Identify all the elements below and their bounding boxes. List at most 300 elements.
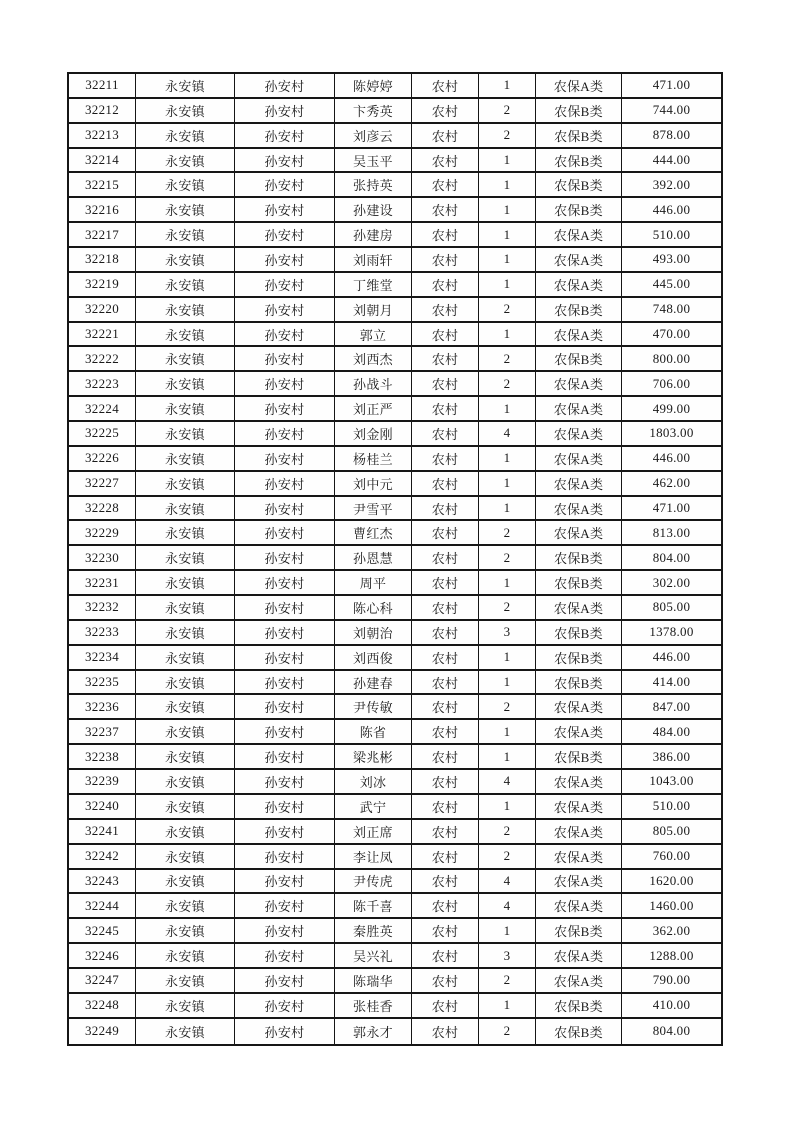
- cell-insurance-category: 农保A类: [536, 521, 622, 544]
- cell-residence-type: 农村: [412, 745, 479, 768]
- cell-residence-type: 农村: [412, 919, 479, 942]
- cell-insurance-category: 农保A类: [536, 695, 622, 718]
- cell-people-count: 1: [479, 671, 536, 694]
- cell-record-id: 32211: [69, 74, 136, 97]
- cell-insurance-category: 农保A类: [536, 323, 622, 346]
- cell-residence-type: 农村: [412, 969, 479, 992]
- cell-people-count: 2: [479, 347, 536, 370]
- table-row: [69, 521, 721, 546]
- cell-people-count: 2: [479, 695, 536, 718]
- cell-village: 孙安村: [235, 571, 335, 594]
- cell-amount: 471.00: [652, 77, 691, 93]
- cell-residence-type: 农村: [412, 323, 479, 346]
- cell-insurance-category: 农保B类: [536, 546, 622, 569]
- table-row: [69, 397, 721, 422]
- cell-village: 孙安村: [235, 646, 335, 669]
- cell-people-count: 1: [479, 447, 536, 470]
- cell-insurance-category: 农保B类: [536, 347, 622, 370]
- cell-person-name: 武宁: [335, 795, 412, 818]
- cell-amount: 706.00: [652, 375, 691, 391]
- cell-insurance-category: 农保A类: [536, 397, 622, 420]
- table-row: [69, 621, 721, 646]
- cell-village: 孙安村: [235, 173, 335, 196]
- cell-amount: 446.00: [652, 450, 691, 466]
- cell-record-id: 32219: [69, 273, 136, 296]
- cell-residence-type: 农村: [412, 397, 479, 420]
- cell-town: 永安镇: [136, 745, 235, 768]
- cell-residence-type: 农村: [412, 472, 479, 495]
- cell-residence-type: 农村: [412, 1019, 479, 1044]
- cell-person-name: 尹传虎: [335, 870, 412, 893]
- table-row: [69, 472, 721, 497]
- cell-amount: 392.00: [652, 176, 691, 192]
- cell-record-id: 32242: [69, 845, 136, 868]
- cell-residence-type: 农村: [412, 173, 479, 196]
- cell-insurance-category: 农保A类: [536, 720, 622, 743]
- cell-people-count: 1: [479, 323, 536, 346]
- cell-village: 孙安村: [235, 795, 335, 818]
- cell-residence-type: 农村: [412, 795, 479, 818]
- cell-insurance-category: 农保B类: [536, 919, 622, 942]
- cell-insurance-category: 农保B类: [536, 621, 622, 644]
- cell-insurance-category: 农保B类: [536, 298, 622, 321]
- cell-person-name: 孙战斗: [335, 372, 412, 395]
- cell-amount: 744.00: [652, 102, 691, 118]
- table-row: [69, 646, 721, 671]
- cell-person-name: 张持英: [335, 173, 412, 196]
- cell-insurance-category: 农保B类: [536, 149, 622, 172]
- cell-residence-type: 农村: [412, 870, 479, 893]
- cell-insurance-category: 农保A类: [536, 273, 622, 296]
- cell-insurance-category: 农保A类: [536, 845, 622, 868]
- cell-people-count: 2: [479, 99, 536, 122]
- cell-insurance-category: 农保B类: [536, 646, 622, 669]
- cell-residence-type: 农村: [412, 74, 479, 97]
- cell-town: 永安镇: [136, 74, 235, 97]
- cell-person-name: 梁兆彬: [335, 745, 412, 768]
- cell-record-id: 32225: [69, 422, 136, 445]
- cell-record-id: 32215: [69, 173, 136, 196]
- cell-residence-type: 农村: [412, 671, 479, 694]
- cell-residence-type: 农村: [412, 820, 479, 843]
- cell-record-id: 32232: [69, 596, 136, 619]
- cell-insurance-category: 农保A类: [536, 223, 622, 246]
- cell-amount: 444.00: [652, 152, 691, 167]
- cell-insurance-category: 农保A类: [536, 894, 622, 917]
- cell-people-count: 1: [479, 273, 536, 296]
- cell-insurance-category: 农保B类: [536, 571, 622, 594]
- cell-village: 孙安村: [235, 248, 335, 271]
- cell-amount: 493.00: [652, 251, 691, 267]
- cell-insurance-category: 农保A类: [536, 944, 622, 967]
- cell-record-id: 32233: [69, 621, 136, 644]
- cell-residence-type: 农村: [412, 372, 479, 395]
- cell-record-id: 32239: [69, 770, 136, 793]
- cell-village: 孙安村: [235, 944, 335, 967]
- table-row: [69, 223, 721, 248]
- table-row: [69, 273, 721, 298]
- cell-amount: 510.00: [652, 798, 691, 814]
- cell-residence-type: 农村: [412, 720, 479, 743]
- cell-amount: 804.00: [652, 1023, 691, 1039]
- cell-people-count: 2: [479, 521, 536, 544]
- cell-town: 永安镇: [136, 695, 235, 718]
- cell-people-count: 4: [479, 422, 536, 445]
- cell-residence-type: 农村: [412, 695, 479, 718]
- cell-residence-type: 农村: [412, 198, 479, 221]
- table-row: [69, 919, 721, 944]
- cell-person-name: 陈心科: [335, 596, 412, 619]
- cell-people-count: 2: [479, 1019, 536, 1044]
- cell-people-count: 2: [479, 124, 536, 147]
- cell-record-id: 32248: [69, 994, 136, 1017]
- cell-amount: 800.00: [652, 350, 691, 366]
- cell-people-count: 4: [479, 894, 536, 917]
- cell-town: 永安镇: [136, 944, 235, 967]
- cell-residence-type: 农村: [412, 571, 479, 594]
- cell-record-id: 32247: [69, 969, 136, 992]
- cell-person-name: 尹传敏: [335, 695, 412, 718]
- cell-residence-type: 农村: [412, 770, 479, 793]
- cell-record-id: 32216: [69, 198, 136, 221]
- cell-village: 孙安村: [235, 521, 335, 544]
- cell-insurance-category: 农保A类: [536, 870, 622, 893]
- cell-village: 孙安村: [235, 671, 335, 694]
- cell-insurance-category: 农保A类: [536, 770, 622, 793]
- cell-people-count: 1: [479, 745, 536, 768]
- cell-people-count: 3: [479, 621, 536, 644]
- cell-record-id: 32234: [69, 646, 136, 669]
- cell-people-count: 1: [479, 173, 536, 196]
- cell-record-id: 32244: [69, 894, 136, 917]
- cell-record-id: 32222: [69, 347, 136, 370]
- cell-person-name: 郭立: [335, 323, 412, 346]
- table-row: [69, 720, 721, 745]
- cell-record-id: 32212: [69, 99, 136, 122]
- cell-residence-type: 农村: [412, 422, 479, 445]
- cell-village: 孙安村: [235, 472, 335, 495]
- cell-amount: 362.00: [652, 922, 691, 938]
- cell-town: 永安镇: [136, 720, 235, 743]
- cell-town: 永安镇: [136, 770, 235, 793]
- cell-town: 永安镇: [136, 372, 235, 395]
- cell-residence-type: 农村: [412, 347, 479, 370]
- cell-insurance-category: 农保B类: [536, 173, 622, 196]
- cell-town: 永安镇: [136, 845, 235, 868]
- cell-village: 孙安村: [235, 124, 335, 147]
- cell-person-name: 刘西俊: [335, 646, 412, 669]
- cell-town: 永安镇: [136, 298, 235, 321]
- cell-village: 孙安村: [235, 621, 335, 644]
- cell-record-id: 32240: [69, 795, 136, 818]
- cell-record-id: 32235: [69, 671, 136, 694]
- cell-residence-type: 农村: [412, 273, 479, 296]
- cell-insurance-category: 农保A类: [536, 795, 622, 818]
- cell-amount: 760.00: [652, 848, 691, 864]
- cell-record-id: 32220: [69, 298, 136, 321]
- cell-people-count: 1: [479, 994, 536, 1017]
- cell-person-name: 卞秀英: [335, 99, 412, 122]
- table-row: [69, 298, 721, 323]
- cell-person-name: 刘彦云: [335, 124, 412, 147]
- cell-people-count: 2: [479, 845, 536, 868]
- table-row: [69, 671, 721, 696]
- cell-person-name: 陈婷婷: [335, 74, 412, 97]
- cell-people-count: 1: [479, 198, 536, 221]
- cell-village: 孙安村: [235, 372, 335, 395]
- table-row: [69, 845, 721, 870]
- cell-people-count: 1: [479, 397, 536, 420]
- table-row: [69, 571, 721, 596]
- cell-town: 永安镇: [136, 223, 235, 246]
- cell-person-name: 刘雨轩: [335, 248, 412, 271]
- table-row: [69, 248, 721, 273]
- cell-residence-type: 农村: [412, 149, 479, 172]
- cell-person-name: 陈瑞华: [335, 969, 412, 992]
- table-row: [69, 969, 721, 994]
- cell-town: 永安镇: [136, 149, 235, 172]
- cell-town: 永安镇: [136, 1019, 235, 1044]
- cell-amount: 302.00: [652, 574, 691, 590]
- cell-people-count: 2: [479, 546, 536, 569]
- cell-town: 永安镇: [136, 447, 235, 470]
- cell-person-name: 刘朝月: [335, 298, 412, 321]
- cell-amount: 805.00: [652, 599, 691, 615]
- cell-insurance-category: 农保B类: [536, 198, 622, 221]
- cell-residence-type: 农村: [412, 994, 479, 1017]
- cell-person-name: 刘西杰: [335, 347, 412, 370]
- cell-village: 孙安村: [235, 149, 335, 172]
- cell-village: 孙安村: [235, 1019, 335, 1044]
- cell-person-name: 刘冰: [335, 770, 412, 793]
- table-row: [69, 944, 721, 969]
- cell-village: 孙安村: [235, 497, 335, 520]
- cell-village: 孙安村: [235, 273, 335, 296]
- cell-insurance-category: 农保A类: [536, 74, 622, 97]
- cell-town: 永安镇: [136, 870, 235, 893]
- cell-people-count: 1: [479, 74, 536, 97]
- cell-amount: 804.00: [652, 549, 691, 565]
- cell-person-name: 曹红杰: [335, 521, 412, 544]
- cell-person-name: 尹雪平: [335, 497, 412, 520]
- cell-person-name: 郭永才: [335, 1019, 412, 1044]
- cell-town: 永安镇: [136, 795, 235, 818]
- table-row: [69, 695, 721, 720]
- cell-amount: 1460.00: [649, 897, 694, 913]
- cell-people-count: 1: [479, 497, 536, 520]
- cell-person-name: 孙建设: [335, 198, 412, 221]
- cell-people-count: 1: [479, 919, 536, 942]
- cell-amount: 484.00: [652, 723, 691, 739]
- cell-amount: 410.00: [652, 997, 691, 1013]
- cell-village: 孙安村: [235, 198, 335, 221]
- cell-town: 永安镇: [136, 124, 235, 147]
- cell-town: 永安镇: [136, 273, 235, 296]
- cell-people-count: 1: [479, 646, 536, 669]
- cell-village: 孙安村: [235, 347, 335, 370]
- cell-town: 永安镇: [136, 646, 235, 669]
- table-row: [69, 546, 721, 571]
- cell-town: 永安镇: [136, 820, 235, 843]
- cell-person-name: 秦胜英: [335, 919, 412, 942]
- cell-residence-type: 农村: [412, 894, 479, 917]
- cell-record-id: 32238: [69, 745, 136, 768]
- cell-person-name: 张桂香: [335, 994, 412, 1017]
- cell-record-id: 32228: [69, 497, 136, 520]
- cell-record-id: 32236: [69, 695, 136, 718]
- cell-village: 孙安村: [235, 596, 335, 619]
- cell-insurance-category: 农保B类: [536, 1019, 622, 1044]
- table-row: [69, 994, 721, 1019]
- cell-town: 永安镇: [136, 521, 235, 544]
- cell-person-name: 陈千喜: [335, 894, 412, 917]
- cell-amount: 1620.00: [649, 872, 694, 888]
- cell-village: 孙安村: [235, 845, 335, 868]
- table-row: [69, 99, 721, 124]
- cell-insurance-category: 农保A类: [536, 969, 622, 992]
- cell-person-name: 孙建春: [335, 671, 412, 694]
- table-row: [69, 820, 721, 845]
- cell-town: 永安镇: [136, 472, 235, 495]
- table-row: [69, 1019, 721, 1044]
- cell-people-count: 1: [479, 248, 536, 271]
- cell-people-count: 1: [479, 720, 536, 743]
- cell-person-name: 刘正严: [335, 397, 412, 420]
- cell-residence-type: 农村: [412, 521, 479, 544]
- cell-record-id: 32218: [69, 248, 136, 271]
- cell-residence-type: 农村: [412, 845, 479, 868]
- cell-town: 永安镇: [136, 571, 235, 594]
- cell-insurance-category: 农保A类: [536, 497, 622, 520]
- cell-insurance-category: 农保A类: [536, 472, 622, 495]
- cell-insurance-category: 农保A类: [536, 447, 622, 470]
- table-row: [69, 422, 721, 447]
- cell-insurance-category: 农保A类: [536, 248, 622, 271]
- cell-village: 孙安村: [235, 546, 335, 569]
- cell-village: 孙安村: [235, 870, 335, 893]
- cell-village: 孙安村: [235, 994, 335, 1017]
- cell-person-name: 吴玉平: [335, 149, 412, 172]
- cell-residence-type: 农村: [412, 298, 479, 321]
- cell-town: 永安镇: [136, 969, 235, 992]
- cell-record-id: 32213: [69, 124, 136, 147]
- cell-record-id: 32243: [69, 870, 136, 893]
- cell-amount: 813.00: [652, 524, 691, 540]
- cell-person-name: 孙建房: [335, 223, 412, 246]
- cell-insurance-category: 农保A类: [536, 372, 622, 395]
- cell-people-count: 1: [479, 571, 536, 594]
- cell-person-name: 刘金刚: [335, 422, 412, 445]
- cell-amount: 1043.00: [649, 773, 694, 789]
- cell-record-id: 32214: [69, 149, 136, 172]
- cell-insurance-category: 农保A类: [536, 820, 622, 843]
- cell-person-name: 丁维堂: [335, 273, 412, 296]
- cell-person-name: 杨桂兰: [335, 447, 412, 470]
- cell-residence-type: 农村: [412, 944, 479, 967]
- cell-insurance-category: 农保B类: [536, 745, 622, 768]
- cell-amount: 386.00: [652, 748, 691, 764]
- cell-residence-type: 农村: [412, 546, 479, 569]
- cell-amount: 847.00: [652, 698, 691, 714]
- cell-person-name: 吴兴礼: [335, 944, 412, 967]
- cell-amount: 805.00: [652, 823, 691, 839]
- cell-residence-type: 农村: [412, 621, 479, 644]
- cell-residence-type: 农村: [412, 124, 479, 147]
- cell-town: 永安镇: [136, 198, 235, 221]
- table-row: [69, 74, 721, 99]
- cell-town: 永安镇: [136, 173, 235, 196]
- cell-village: 孙安村: [235, 695, 335, 718]
- cell-insurance-category: 农保B类: [536, 99, 622, 122]
- cell-residence-type: 农村: [412, 596, 479, 619]
- cell-village: 孙安村: [235, 223, 335, 246]
- cell-record-id: 32223: [69, 372, 136, 395]
- cell-people-count: 2: [479, 298, 536, 321]
- cell-people-count: 3: [479, 944, 536, 967]
- cell-record-id: 32245: [69, 919, 136, 942]
- cell-insurance-category: 农保B类: [536, 994, 622, 1017]
- table-row: [69, 347, 721, 372]
- cell-insurance-category: 农保B类: [536, 124, 622, 147]
- cell-residence-type: 农村: [412, 646, 479, 669]
- cell-record-id: 32226: [69, 447, 136, 470]
- cell-village: 孙安村: [235, 770, 335, 793]
- cell-town: 永安镇: [136, 671, 235, 694]
- cell-record-id: 32231: [69, 571, 136, 594]
- cell-town: 永安镇: [136, 347, 235, 370]
- cell-record-id: 32249: [69, 1019, 136, 1044]
- cell-insurance-category: 农保B类: [536, 671, 622, 694]
- cell-person-name: 刘正席: [335, 820, 412, 843]
- cell-record-id: 32246: [69, 944, 136, 967]
- cell-amount: 446.00: [652, 649, 691, 665]
- cell-village: 孙安村: [235, 298, 335, 321]
- cell-amount: 1378.00: [649, 624, 694, 640]
- cell-amount: 878.00: [652, 127, 691, 143]
- cell-amount: 414.00: [652, 674, 691, 690]
- cell-residence-type: 农村: [412, 223, 479, 246]
- cell-village: 孙安村: [235, 74, 335, 97]
- cell-town: 永安镇: [136, 99, 235, 122]
- cell-amount: 462.00: [652, 475, 691, 491]
- cell-residence-type: 农村: [412, 447, 479, 470]
- cell-village: 孙安村: [235, 745, 335, 768]
- table-row: [69, 173, 721, 198]
- cell-people-count: 4: [479, 770, 536, 793]
- table-row: [69, 447, 721, 472]
- table-row: [69, 770, 721, 795]
- cell-record-id: 32230: [69, 546, 136, 569]
- cell-person-name: 李让凤: [335, 845, 412, 868]
- cell-people-count: 1: [479, 223, 536, 246]
- cell-village: 孙安村: [235, 919, 335, 942]
- cell-village: 孙安村: [235, 447, 335, 470]
- cell-village: 孙安村: [235, 969, 335, 992]
- cell-record-id: 32224: [69, 397, 136, 420]
- cell-amount: 1288.00: [649, 947, 694, 963]
- cell-record-id: 32237: [69, 720, 136, 743]
- table-row: [69, 372, 721, 397]
- cell-village: 孙安村: [235, 820, 335, 843]
- cell-town: 永安镇: [136, 422, 235, 445]
- table-row: [69, 149, 721, 174]
- cell-residence-type: 农村: [412, 497, 479, 520]
- table-row: [69, 198, 721, 223]
- table-row: [69, 795, 721, 820]
- cell-amount: 1803.00: [649, 425, 694, 441]
- cell-town: 永安镇: [136, 323, 235, 346]
- cell-record-id: 32221: [69, 323, 136, 346]
